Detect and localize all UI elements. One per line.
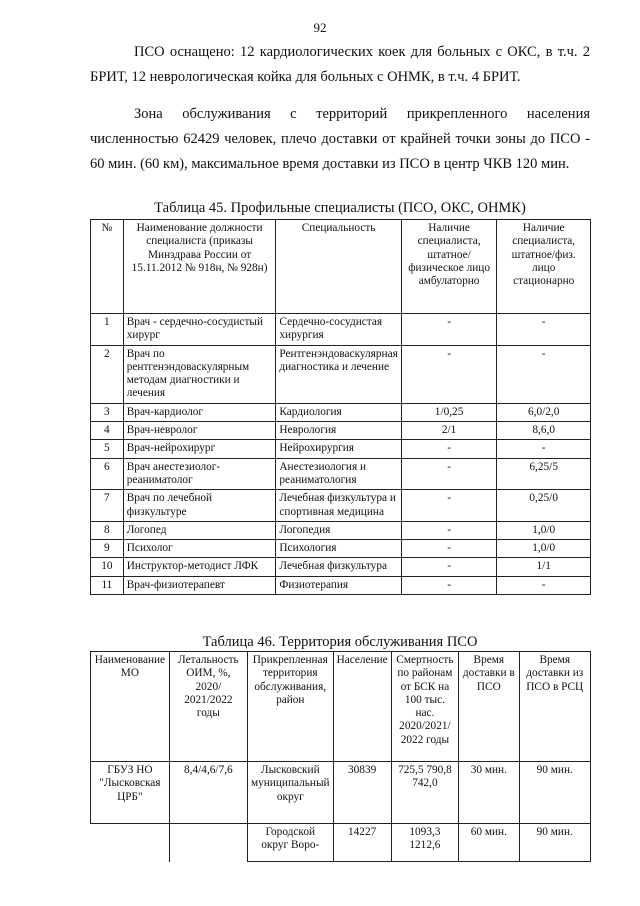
table-header-row [91,652,591,762]
empty-cell [91,824,170,862]
inpatient-cell: - [497,314,591,346]
inpatient-cell: - [497,345,591,403]
row-number: 1 [91,314,124,346]
outpatient-cell: 1/0,25 [401,403,497,421]
inpatient-cell: 1/1 [497,558,591,576]
territory-table [90,651,591,862]
page-number: 92 [313,20,327,35]
population-cell: 30839 [333,762,391,824]
outpatient-cell: - [401,458,497,490]
table-row [91,824,591,862]
specialty-cell: Неврология [276,422,401,440]
table-row [91,576,591,594]
paragraph-equipment: ПСО оснащено: 12 кардиологических коек для больных с ОКС, в т.ч. 2 БРИТ, 12 неврологическая койка для больных с ОНМК, в т.ч. 4 БРИТ. [90,44,590,85]
inpatient-cell: 6,25/5 [497,458,591,490]
header-mo: Наименование МО [91,652,170,762]
row-number: 9 [91,540,124,558]
row-number: 6 [91,458,124,490]
population-cell: 14227 [333,824,391,862]
header-population: Население [333,652,391,762]
table-row [91,422,591,440]
position-cell: Логопед [123,521,276,539]
row-number: 4 [91,422,124,440]
specialists-table [90,219,591,595]
body-text [90,40,590,177]
outpatient-cell: - [401,345,497,403]
header-time-to-pso: Время доставки в ПСО [459,652,519,762]
inpatient-cell: 1,0/0 [497,521,591,539]
inpatient-cell: - [497,576,591,594]
empty-cell [169,824,247,862]
time-to-pso-cell: 60 мин. [459,824,519,862]
outpatient-cell: - [401,576,497,594]
position-cell: Врач анестезиолог-реаниматолог [123,458,276,490]
position-cell: Психолог [123,540,276,558]
table-row [91,440,591,458]
time-to-pso-cell: 30 мин. [459,762,519,824]
position-cell: Инструктор-методист ЛФК [123,558,276,576]
table46-caption: Таблица 46. Территория обслуживания ПСО [202,634,478,650]
specialty-cell: Рентгенэндоваскулярная диагностика и лечение [276,345,401,403]
specialty-cell: Физиотерапия [276,576,401,594]
row-number: 8 [91,521,124,539]
header-lethality: Летальность ОИМ, %, 2020/ 2021/2022 годы [169,652,247,762]
header-specialty: Специальность [276,220,401,314]
outpatient-cell: - [401,490,497,522]
table-row [91,345,591,403]
table-row [91,558,591,576]
table45-caption: Таблица 45. Профильные специалисты (ПСО, ОКС, ОНМК) [154,200,526,216]
paragraph-service-zone: Зона обслуживания с территорий прикрепленного населения численностью 62429 человек, плечо доставки от крайней точки зоны до ПСО - 60 мин. (60 км), максимальное время доставки из ПСО в центр ЧКВ 120 мин. [90,106,590,172]
specialty-cell: Сердечно-сосудистая хирургия [276,314,401,346]
inpatient-cell: 6,0/2,0 [497,403,591,421]
header-outpatient: Наличие специалиста, штатное/физическое лицо амбулаторно [401,220,497,314]
inpatient-cell: 1,0/0 [497,540,591,558]
mo-name: ГБУЗ НО "Лысковская ЦРБ" [91,762,170,824]
position-cell: Врач-физиотерапевт [123,576,276,594]
header-position: Наименование должности специалиста (приказы Минздрава России от 15.11.2012 № 918н, № 928н) [123,220,276,314]
specialty-cell: Лечебная физкультура [276,558,401,576]
time-to-rsc-cell: 90 мин. [519,824,591,862]
table-row [91,762,591,824]
territory-cell: Городской округ Воро- [247,824,333,862]
inpatient-cell: 0,25/0 [497,490,591,522]
inpatient-cell: 8,6,0 [497,422,591,440]
header-number: № [91,220,124,314]
time-to-rsc-cell: 90 мин. [519,762,591,824]
specialty-cell: Кардиология [276,403,401,421]
table-row [91,521,591,539]
row-number: 10 [91,558,124,576]
position-cell: Врач по лечебной физкультуре [123,490,276,522]
specialty-cell: Лечебная физкультура и спортивная медицина [276,490,401,522]
mortality-cell: 725,5 790,8 742,0 [391,762,458,824]
table-row [91,540,591,558]
row-number: 3 [91,403,124,421]
mortality-cell: 1093,3 1212,6 [391,824,458,862]
header-time-to-rsc: Время доставки из ПСО в РСЦ [519,652,591,762]
position-cell: Врач по рентгенэндоваскулярным методам диагностики и лечения [123,345,276,403]
header-territory: Прикрепленная территория обслуживания, район [247,652,333,762]
position-cell: Врач-нейрохирург [123,440,276,458]
table-header-row [91,220,591,314]
position-cell: Врач-кардиолог [123,403,276,421]
outpatient-cell: - [401,521,497,539]
table-row [91,458,591,490]
row-number: 2 [91,345,124,403]
outpatient-cell: - [401,558,497,576]
specialty-cell: Нейрохирургия [276,440,401,458]
outpatient-cell: 2/1 [401,422,497,440]
specialty-cell: Логопедия [276,521,401,539]
outpatient-cell: - [401,440,497,458]
position-cell: Врач-невролог [123,422,276,440]
table-row [91,314,591,346]
outpatient-cell: - [401,314,497,346]
territory-cell: Лысковский муниципальный округ [247,762,333,824]
row-number: 11 [91,576,124,594]
outpatient-cell: - [401,540,497,558]
table-row [91,490,591,522]
table-row [91,403,591,421]
header-inpatient: Наличие специалиста, штатное/физ. лицо стационарно [497,220,591,314]
inpatient-cell: - [497,440,591,458]
row-number: 5 [91,440,124,458]
specialty-cell: Анестезиология и реаниматология [276,458,401,490]
row-number: 7 [91,490,124,522]
specialty-cell: Психология [276,540,401,558]
position-cell: Врач - сердечно-сосудистый хирург [123,314,276,346]
header-mortality: Смертность по районам от БСК на 100 тыс. нас. 2020/2021/ 2022 годы [391,652,458,762]
mo-lethality: 8,4/4,6/7,6 [169,762,247,824]
